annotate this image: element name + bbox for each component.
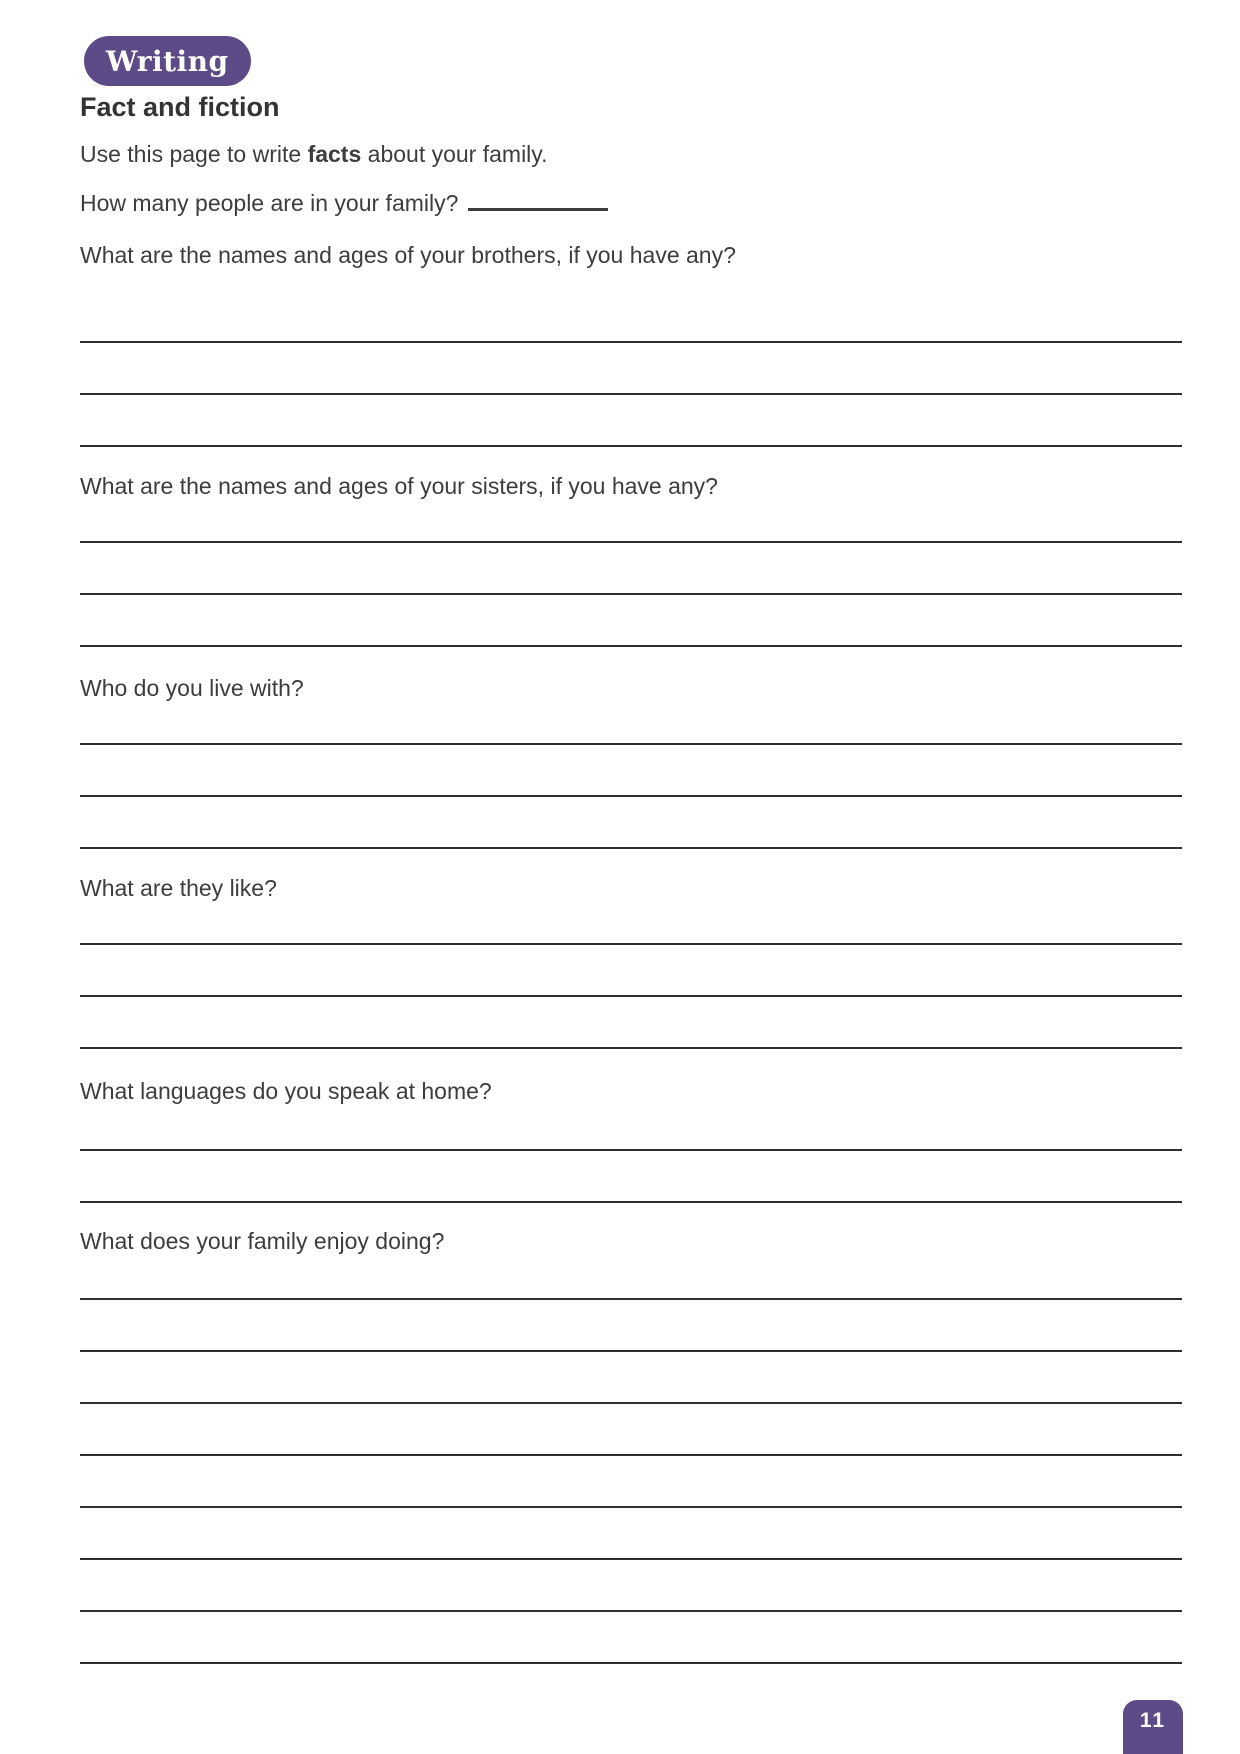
answer-line: [80, 945, 1182, 997]
intro-bold-word: facts: [307, 141, 362, 167]
answer-line: [80, 595, 1182, 647]
answer-lines: [80, 269, 1182, 447]
qa-section-what-like: [80, 874, 1182, 1049]
intro-sentence: [80, 141, 547, 168]
intro-post: about your family.: [361, 141, 548, 167]
answer-line: [80, 1255, 1182, 1300]
answer-line: [80, 1612, 1182, 1664]
question-text: What languages do you speak at home?: [80, 1078, 492, 1104]
answer-lines: [80, 500, 1182, 647]
answer-line: [80, 343, 1182, 395]
answer-line: [80, 1352, 1182, 1404]
page-title: Fact and fiction: [80, 92, 280, 122]
qa-section-sisters: [80, 472, 1182, 647]
answer-line: [80, 997, 1182, 1049]
answer-line: [80, 500, 1182, 543]
answer-lines: [80, 1255, 1182, 1664]
answer-lines: [80, 902, 1182, 1049]
answer-line: [80, 543, 1182, 595]
answer-lines: [80, 1105, 1182, 1203]
answer-line: [80, 702, 1182, 745]
question-text: What are they like?: [80, 875, 277, 901]
question-text: What are the names and ages of your brothers, if you have any?: [80, 242, 736, 268]
qa-section-live-with: [80, 674, 1182, 849]
inline-answer-blank: [468, 207, 608, 211]
answer-line: [80, 395, 1182, 447]
answer-line: [80, 269, 1182, 343]
answer-line: [80, 797, 1182, 849]
answer-line: [80, 1456, 1182, 1508]
page-number-tab: [1123, 1700, 1183, 1754]
answer-line: [80, 1508, 1182, 1560]
answer-line: [80, 1560, 1182, 1612]
question-text: What does your family enjoy doing?: [80, 1228, 445, 1254]
answer-line: [80, 1300, 1182, 1352]
inline-question-label: How many people are in your family?: [80, 190, 459, 216]
answer-lines: [80, 702, 1182, 849]
qa-section-enjoy-doing: [80, 1227, 1182, 1664]
intro-pre: Use this page to write: [80, 141, 308, 167]
writing-badge-label: Writing: [106, 44, 229, 78]
answer-line: [80, 902, 1182, 945]
question-text: Who do you live with?: [80, 675, 304, 701]
answer-line: [80, 1105, 1182, 1151]
question-text: What are the names and ages of your sisters, if you have any?: [80, 473, 718, 499]
inline-question: [80, 190, 608, 217]
answer-line: [80, 1151, 1182, 1203]
writing-badge: [84, 36, 251, 86]
qa-section-brothers: [80, 241, 1182, 447]
answer-line: [80, 745, 1182, 797]
page-number: 11: [1139, 1709, 1167, 1732]
qa-section-languages: [80, 1077, 1182, 1203]
answer-line: [80, 1404, 1182, 1456]
